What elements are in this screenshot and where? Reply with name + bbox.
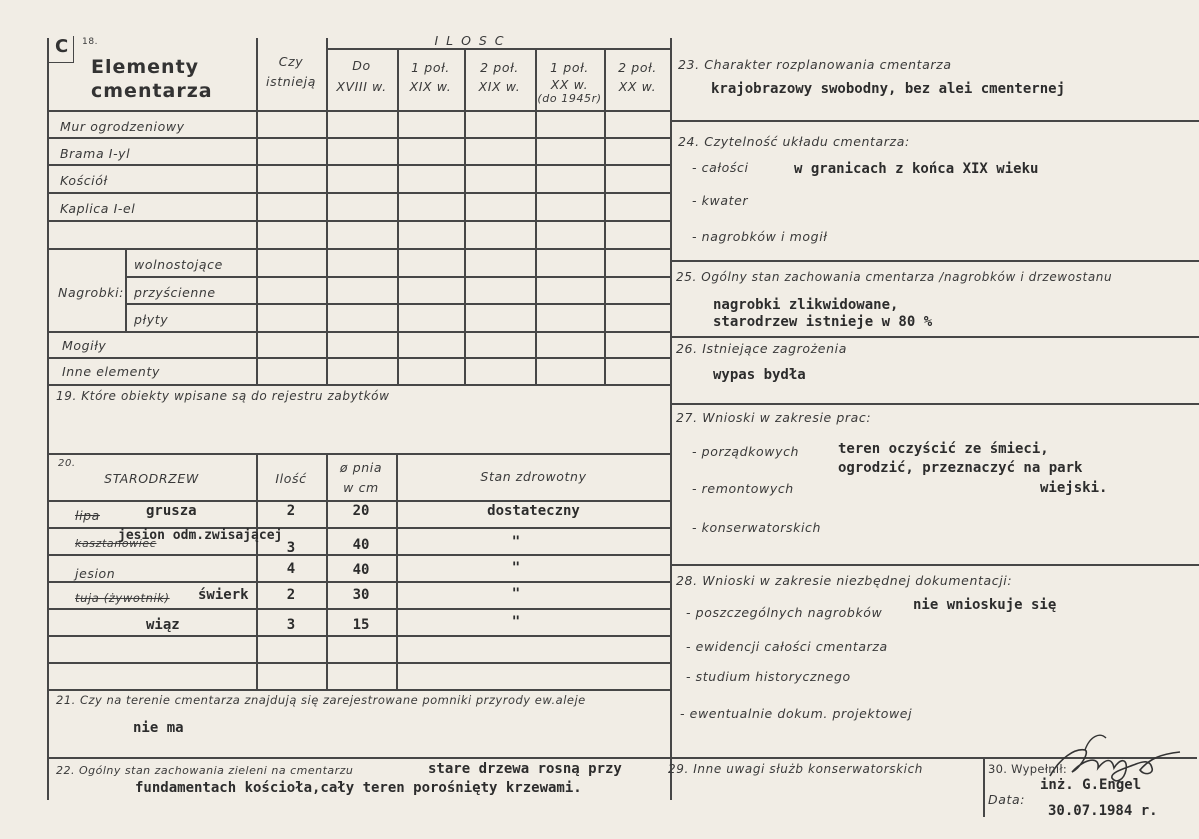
col-header-1xix: 1 poł.: [411, 60, 450, 75]
row-label-brama: Brama I-yl: [60, 146, 131, 161]
row-rule: [47, 453, 671, 455]
q27-answer-line3: wiejski.: [1040, 480, 1108, 496]
col-header-1xx-b: XX w.: [550, 77, 589, 92]
q27-remontowych: - remontowych: [692, 481, 794, 496]
q28-studium: - studium historycznego: [686, 669, 851, 684]
row-rule: [47, 581, 671, 583]
row-label-kaplica: Kaplica I-el: [60, 201, 136, 216]
col-header-1xx: 1 poł.: [550, 60, 589, 75]
q24-calosci-answer: w granicach z końca XIX wieku: [794, 161, 1039, 177]
q23-label: 23. Charakter rozplanowania cmentarza: [678, 57, 952, 72]
q22-label: 22. Ogólny stan zachowania zieleni na cmentarzu: [56, 764, 354, 777]
q24-nagrobkow: - nagrobków i mogił: [692, 229, 828, 244]
row-rule: [47, 357, 671, 359]
q22-answer-line2: fundamentach kościoła,cały teren porośnięty krzewami.: [135, 780, 582, 796]
q29-label: 29. Inne uwagi służb konserwatorskich: [668, 762, 923, 776]
tree-state: dostateczny: [487, 503, 580, 519]
printed-tree-tuja: tuja (żywotnik): [75, 591, 170, 605]
q24-kwater: - kwater: [692, 193, 749, 208]
q30-name: inż. G.Engel: [1040, 777, 1142, 793]
col-rule: [256, 38, 258, 384]
q30-label: 30. Wypełnił:: [988, 762, 1068, 776]
row-rule: [47, 662, 671, 664]
col-rule: [397, 48, 399, 384]
tree-qty: 2: [286, 503, 296, 519]
q25-answer-line1: nagrobki zlikwidowane,: [713, 297, 899, 313]
tree-name: wiąz: [146, 617, 180, 633]
col-header-2xix: 2 poł.: [480, 60, 519, 75]
col-header-pien-cm: w cm: [343, 480, 379, 495]
col-header-2xx-b: XX w.: [618, 79, 657, 94]
row-rule: [47, 248, 671, 250]
q25-answer-line2: starodrzew istnieje w 80 %: [713, 314, 933, 330]
q25-label: 25. Ogólny stan zachowania cmentarza /nagrobków i drzewostanu: [676, 270, 1113, 284]
q27-konserwatorskich: - konserwatorskich: [692, 520, 822, 535]
col-header-2xx: 2 poł.: [618, 60, 657, 75]
row-rule: [670, 260, 1199, 262]
q30-date-label: Data:: [988, 792, 1026, 807]
col-header-1xix-b: XIX w.: [409, 79, 452, 94]
row-rule: [47, 192, 671, 194]
q30-date: 30.07.1984 r.: [1048, 803, 1158, 819]
q27-label: 27. Wnioski w zakresie prac:: [676, 410, 872, 425]
row-rule: [47, 689, 671, 691]
row-label-wolnostojace: wolnostojące: [134, 257, 223, 272]
q27-porzadkowych: - porządkowych: [692, 444, 800, 459]
tree-name: świerk: [198, 587, 249, 603]
row-label-inne: Inne elementy: [62, 364, 160, 379]
row-label-nagrobki: Nagrobki:: [58, 285, 124, 300]
tree-qty: 3: [286, 617, 296, 633]
q27-answer-line1: teren oczyścić ze śmieci,: [838, 441, 1049, 457]
q24-label: 24. Czytelność układu cmentarza:: [678, 134, 910, 149]
tree-state: ": [511, 560, 521, 576]
section-title-line2: cmentarza: [91, 80, 213, 102]
col-header-1xx-c: (do 1945r): [537, 92, 602, 105]
printed-tree-jesion: jesion: [75, 566, 116, 581]
row-label-przyscienne: przyścienne: [134, 285, 216, 300]
q28-ewidencji: - ewidencji całości cmentarza: [686, 639, 888, 654]
col-header-xviii: XVIII w.: [336, 79, 387, 94]
q28-poszczegolnych-answer: nie wnioskuje się: [913, 597, 1057, 613]
ilosc-header: I L O S C: [434, 33, 506, 48]
row-rule: [47, 500, 671, 502]
tree-diam: 40: [352, 537, 370, 553]
col-header-czy: Czy: [278, 54, 304, 69]
row-rule: [670, 336, 1199, 338]
tree-diam: 20: [352, 503, 370, 519]
bottom-rule: [47, 757, 1197, 759]
row-rule: [47, 635, 671, 637]
section-title-line1: Elementy: [91, 56, 200, 78]
q23-answer: krajobrazowy swobodny, bez alei cmenternej: [711, 81, 1066, 97]
q26-answer: wypas bydła: [713, 367, 806, 383]
row-rule: [47, 554, 671, 556]
row-rule: [47, 137, 671, 139]
q21-label: 21. Czy na terenie cmentarza znajdują się zarejestrowane pomniki przyrody ew.aleje: [56, 693, 586, 707]
q19-label: 19. Które obiekty wpisane są do rejestru zabytków: [56, 389, 390, 403]
col-rule: [604, 48, 606, 384]
q28-label: 28. Wnioski w zakresie niezbędnej dokumentacji:: [676, 573, 1013, 588]
tree-state: ": [511, 534, 521, 550]
tree-name: grusza: [146, 503, 197, 519]
q22-answer-line1: stare drzewa rosną przy: [428, 761, 622, 777]
col-header-pien: ø pnia: [339, 460, 383, 475]
row-rule: [47, 331, 671, 333]
q20-number: 20.: [58, 458, 76, 469]
row-rule: [670, 403, 1199, 405]
printed-tree-kasztanowiec: kasztanowiec: [75, 537, 157, 550]
q27-answer-line2: ogrodzić, przeznaczyć na park: [838, 460, 1083, 476]
col-rule: [464, 48, 466, 384]
row-label-plyty: płyty: [134, 312, 169, 327]
col-rule: [125, 248, 127, 331]
tree-diam: 15: [352, 617, 370, 633]
col-header-ilosc: Ilość: [275, 471, 307, 486]
col-header-2xix-b: XIX w.: [478, 79, 521, 94]
left-border: [47, 38, 49, 800]
section-letter: C: [55, 36, 70, 57]
q24-calosci: - całości: [692, 160, 749, 175]
row-rule: [670, 564, 1199, 566]
row-rule: [47, 608, 671, 610]
tree-qty: 2: [286, 587, 296, 603]
row-rule: [47, 384, 671, 386]
signature: [1040, 728, 1190, 788]
col-header-do: Do: [352, 58, 371, 73]
printed-tree-lipa: lipa: [75, 508, 100, 523]
q21-answer: nie ma: [133, 720, 184, 736]
tree-diam: 30: [352, 587, 370, 603]
row-label-mogily: Mogiły: [62, 338, 107, 353]
q28-poszczegolnych: - poszczególnych nagrobków: [686, 605, 883, 620]
ilosc-rule: [326, 48, 671, 50]
row-rule: [47, 220, 671, 222]
row-label-mur: Mur ogrodzeniowy: [60, 119, 185, 134]
tree-state: ": [511, 586, 521, 602]
tree-qty: 3: [286, 540, 296, 556]
col-header-stan: Stan zdrowotny: [480, 469, 587, 484]
row-label-kosciol: Kościół: [60, 173, 108, 188]
col-header-starodrzew: STARODRZEW: [104, 471, 199, 486]
row-rule: [670, 120, 1199, 122]
tree-name: jesion odm.zwisającej: [118, 528, 283, 543]
q26-label: 26. Istniejące zagrożenia: [676, 341, 847, 356]
col-header-istnieja: istnieją: [266, 74, 316, 89]
q28-ewentualnie: - ewentualnie dokum. projektowej: [680, 706, 913, 721]
col-rule: [983, 757, 985, 817]
tree-qty: 4: [286, 561, 296, 577]
tree-state: ": [511, 614, 521, 630]
section-number: 18.: [82, 37, 99, 47]
tree-diam: 40: [352, 562, 370, 578]
row-rule: [47, 164, 671, 166]
row-rule: [47, 110, 671, 112]
center-divider: [670, 38, 672, 800]
